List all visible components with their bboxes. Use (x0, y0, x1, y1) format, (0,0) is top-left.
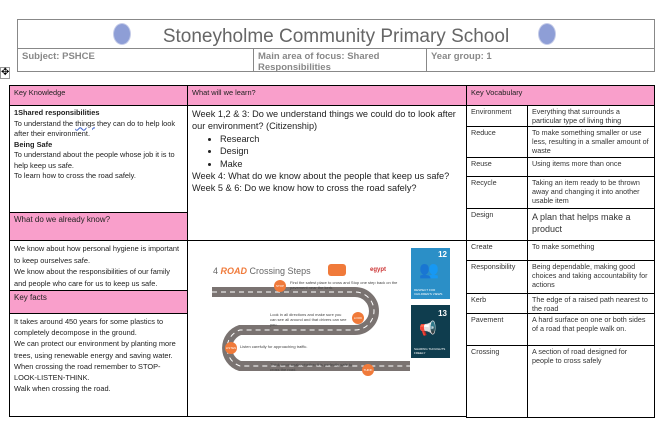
learn-content (187, 105, 467, 241)
listen-sign-icon: LISTEN (225, 342, 237, 354)
fact: It takes around 450 years for some plastics to completely decompose in the ground. (14, 317, 164, 338)
vocab-term: Reuse (466, 157, 528, 177)
subject: Subject: PSHCE (17, 48, 253, 72)
car-icon (328, 264, 346, 276)
vocab-definition: The edge of a raised path nearest to the road (527, 293, 655, 314)
week-5-6: Week 5 & 6: Do we know how to cross the road safely? (192, 183, 417, 194)
vocab-term: Responsibility (466, 260, 528, 294)
road-illustration (210, 282, 410, 372)
already-know-content (9, 240, 188, 291)
step-text: Find the safest place to cross and Stop one step back on the pavement near the kerb. (290, 280, 398, 290)
road-crossing-infographic (210, 262, 410, 377)
infographic-title: 4 ROAD Crossing Steps (213, 266, 311, 276)
vocab-term: Pavement (466, 313, 528, 346)
vocab-definition: Being dependable, making good choices and taking accountability for actions (527, 260, 655, 294)
think-sign-icon: THINK (362, 364, 374, 376)
topic-heading: 1Shared responsibilities (14, 108, 100, 117)
knowledge-line: To understand about the people whose job it is to help keep us safe. (14, 150, 175, 170)
table-move-handle-icon[interactable]: ✥ (1, 67, 10, 78)
vocab-definition: To make something smaller or use less, resulting in a smaller amount of waste (527, 126, 655, 158)
what-will-we-learn-header: What will we learn? (187, 85, 467, 106)
vocab-term: Create (466, 240, 528, 261)
vocab-definition: A hard surface on one or both sides of a road that people walk on. (527, 313, 655, 346)
card-text: SHARING THOUGHTS FREELY (414, 347, 446, 355)
key-facts-content (9, 313, 188, 417)
knowledge-line: To understand the things they can do to help look after their environment. (14, 118, 176, 138)
vocab-definition: A section of road designed for people to cross safely (527, 345, 655, 418)
school-name: Stoneyholme Community Primary School (162, 26, 510, 47)
vocab-term: Crossing (466, 345, 528, 418)
key-vocabulary-header: Key Vocabulary (466, 85, 655, 106)
rights-card-12 (411, 248, 450, 299)
vocab-definition: Taking an item ready to be thrown away and changing it into another usable item (527, 176, 655, 209)
vocab-definition: Using items more than once (527, 157, 655, 177)
bullet: • Make (220, 158, 462, 170)
people-icon: 👥 (419, 262, 439, 279)
topic-heading: Being Safe (14, 139, 53, 149)
fact: We can protect our environment by planting more trees, using renewable energy and saving water. (14, 339, 176, 360)
fact: When crossing the road remember to STOP-LOOK-LISTEN-THINK. (14, 361, 161, 383)
vocab-definition: A plan that helps make a product (527, 208, 655, 241)
vocab-term: Recycle (466, 176, 528, 209)
look-sign-icon: LOOK (352, 312, 364, 324)
vocab-definition: To make something (527, 240, 655, 261)
year-group: Year group: 1 (426, 48, 655, 72)
vocab-term: Environment (466, 105, 528, 127)
week-1-3: Week 1,2 & 3: Do we understand things we could do to look after our environment? (Citizenship) (192, 109, 456, 132)
card-text: RESPECT FOR CHILDREN'S VIEWS (414, 288, 443, 296)
already-line: We know about the responsibilities of our family and people who care for us to keep us safe. (14, 267, 170, 288)
focus: Main area of focus: Shared Responsibilities (253, 48, 426, 72)
step-text: Look in all directions and make sure you can see all around and that drivers can see you. (270, 312, 347, 327)
bullet: • Research (220, 133, 462, 145)
step-text: Listen carefully for approaching traffic. (240, 344, 308, 349)
bullet: • Design (220, 145, 462, 157)
card-number: 13 (438, 309, 447, 318)
key-facts-header: Key facts (9, 290, 188, 314)
key-knowledge-content (9, 105, 188, 213)
week-4: Week 4: What do we know about the people that keep us safe? (192, 171, 450, 182)
card-number: 12 (438, 250, 447, 259)
step-text: Think once again whether it is perfectly safe to cross the road. (270, 362, 353, 372)
already-know-header: What do we already know? (9, 212, 188, 241)
rights-card-13 (411, 305, 450, 358)
fact: Walk when crossing the road. (14, 384, 111, 394)
vocab-term: Design (466, 208, 528, 241)
key-knowledge-header: Key Knowledge (9, 85, 188, 106)
knowledge-line: To learn how to cross the road safely. (14, 171, 136, 180)
vocab-term: Reduce (466, 126, 528, 158)
stop-sign-icon: STOP (274, 280, 286, 292)
megaphone-person-icon: 📢 (419, 320, 437, 336)
brand-logo: egypt (370, 267, 387, 273)
vocab-term: Kerb (466, 293, 528, 314)
already-line: We know about how personal hygiene is important to keep ourselves safe. (14, 244, 180, 265)
vocab-definition: Everything that surrounds a particular type of living thing (527, 105, 655, 127)
